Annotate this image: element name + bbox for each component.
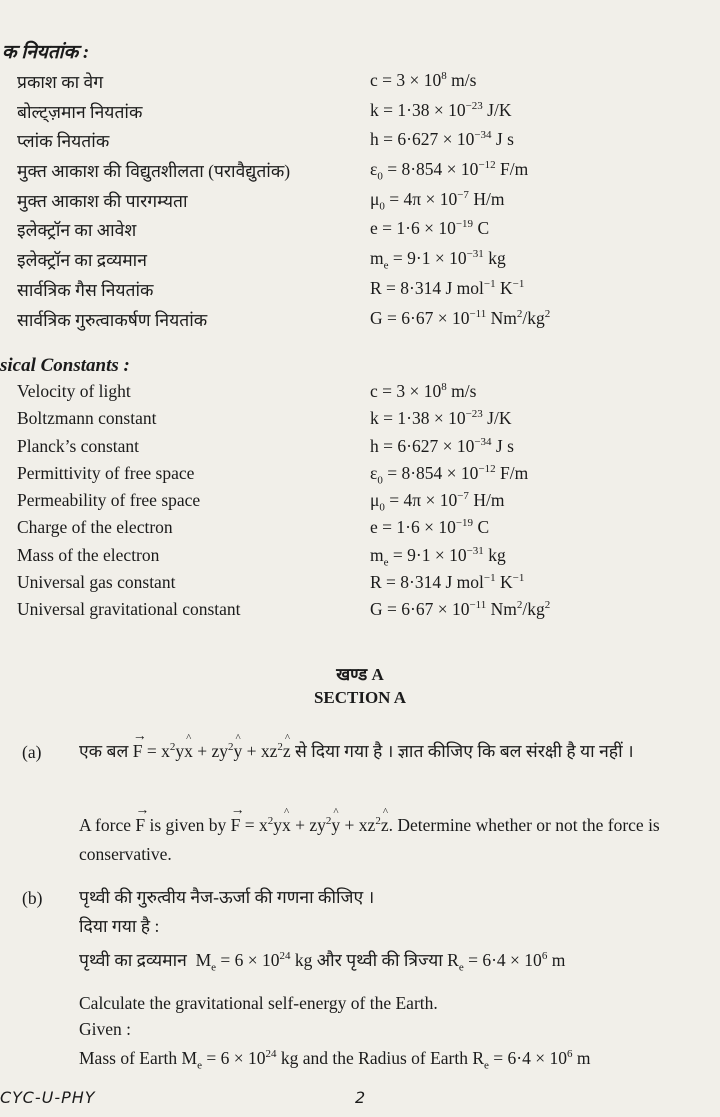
constant-name: Velocity of light bbox=[17, 381, 131, 401]
constant-name: Permittivity of free space bbox=[17, 462, 195, 483]
constant-row bbox=[0, 159, 720, 189]
constant-value: $k = 1\cdot 38 \times 10^{-23}$ J/K bbox=[370, 99, 512, 120]
constant-value: $e = 1\cdot 6 \times 10^{-19}$ C bbox=[370, 218, 490, 239]
constant-row bbox=[0, 278, 720, 308]
constant-row bbox=[0, 129, 720, 159]
constant-value: $\mu_0 = 4\pi \times 10^{-7}$ H/m bbox=[370, 188, 505, 213]
constant-value: R = 8·314 J mol$^{-1}$ $K^{-1}$ bbox=[370, 572, 525, 593]
question-a-english: A force → F is given by → $F = x^2y\^{}$ $x + zy^2\^{}$ $y + xz^2\^{}$ z. Determine whether or not the force is conservative. bbox=[79, 811, 719, 869]
constants-heading-english: sical Constants : bbox=[0, 355, 130, 376]
constant-row bbox=[0, 517, 720, 544]
constant-value: $m_e = 9\cdot 1 \times 10^{-31}$ kg bbox=[370, 544, 506, 569]
constant-name: इलेक्ट्रॉन का आवेश bbox=[17, 220, 137, 241]
constant-value: $m_e = 9\cdot 1 \times 10^{-31}$ kg bbox=[370, 248, 506, 272]
constant-name: प्लांक नियतांक bbox=[17, 131, 110, 152]
constant-value: $\mu_0 = 4\pi \times 10^{-7}$ H/m bbox=[370, 490, 505, 514]
constant-name: बोल्ट्ज़मान नियतांक bbox=[17, 101, 143, 122]
constants-heading-hindi: क नियतांक : bbox=[2, 42, 90, 63]
constant-value: $c = 3 \times 10^8$ m/s bbox=[370, 381, 477, 401]
footer-paper-code: CYC-U-PHY bbox=[0, 1088, 96, 1107]
constant-name: मुक्त आकाश की पारगम्यता bbox=[17, 190, 188, 211]
section-title-hindi: खण्ड A bbox=[336, 665, 384, 684]
question-b-english-given: Given : bbox=[79, 1019, 132, 1039]
question-b-english-line1: Calculate the gravitational self-energy of the Earth. bbox=[79, 993, 438, 1013]
constant-name: Boltzmann constant bbox=[17, 408, 157, 429]
constant-row bbox=[0, 572, 720, 599]
constant-value: R = 8·314 J mol$^{-1}$ $K^{-1}$ bbox=[370, 277, 525, 298]
constant-row bbox=[0, 490, 720, 517]
constant-row bbox=[0, 436, 720, 463]
constant-row bbox=[0, 218, 720, 248]
constant-name: Permeability of free space bbox=[17, 490, 201, 511]
constant-name: सार्वत्रिक गैस नियतांक bbox=[17, 279, 154, 300]
constant-row bbox=[0, 545, 720, 572]
constant-name: प्रकाश का वेग bbox=[17, 72, 104, 92]
constant-name: Mass of the electron bbox=[17, 544, 160, 565]
question-b-label: (b) bbox=[22, 888, 43, 908]
footer-page-number: 2 bbox=[355, 1088, 366, 1107]
constant-value: $k = 1\cdot 38 \times 10^{-23}$ J/K bbox=[370, 408, 512, 429]
section-title-english: SECTION A bbox=[313, 688, 407, 707]
constant-row bbox=[0, 70, 720, 100]
constant-row bbox=[0, 248, 720, 278]
constant-row bbox=[0, 599, 720, 626]
constant-name: Universal gas constant bbox=[17, 572, 176, 593]
question-b-hindi-data: पृथ्वी का द्रव्यमान $M_e = 6 \times 10^{24}$ kg और पृथ्वी की त्रिज्या $R_e = 6\cdot 4 \times 10^6$ m bbox=[79, 950, 566, 974]
question-b-hindi-given: दिया गया है : bbox=[79, 916, 160, 936]
constant-row bbox=[0, 463, 720, 490]
constant-value: $c = 3 \times 10^8$ m/s bbox=[370, 70, 477, 90]
constant-value: $e = 1\cdot 6 \times 10^{-19}$ C bbox=[370, 517, 490, 538]
constant-name: Universal gravitational constant bbox=[17, 599, 241, 620]
constant-row bbox=[0, 100, 720, 130]
constant-name: सार्वत्रिक गुरुत्वाकर्षण नियतांक bbox=[17, 309, 208, 330]
constant-value: $\varepsilon_0 = 8\cdot 854 \times 10^{-12}$ F/m bbox=[370, 159, 529, 183]
question-b-hindi-line1: पृथ्वी की गुरुत्वीय नैज-ऊर्जा की गणना कीजिए । bbox=[79, 887, 375, 907]
question-a-hindi: एक बल → $F = x^2y\^{}$ $x + zy^2\^{}$ $y + xz^2\^{}$ z से दिया गया है । ज्ञात कीजिए कि बल संरक्षी है या नहीं । bbox=[79, 737, 719, 766]
question-a-label: (a) bbox=[22, 742, 42, 762]
constant-row bbox=[0, 308, 720, 338]
constant-row bbox=[0, 189, 720, 219]
constant-name: Planck’s constant bbox=[17, 435, 139, 456]
constant-value: $G = 6\cdot 67 \times 10^{-11}$ $Nm^2/kg^2$ bbox=[370, 307, 551, 328]
constant-name: मुक्त आकाश की विद्युतशीलता (परावैद्युतांक) bbox=[17, 161, 291, 182]
constants-list-hindi bbox=[0, 70, 720, 337]
constant-row bbox=[0, 381, 720, 408]
constant-value: $G = 6\cdot 67 \times 10^{-11}$ $Nm^2/kg^2$ bbox=[370, 599, 551, 620]
constant-value: $\varepsilon_0 = 8\cdot 854 \times 10^{-12}$ F/m bbox=[370, 462, 529, 487]
constant-name: इलेक्ट्रॉन का द्रव्यमान bbox=[17, 250, 147, 271]
constant-name: Charge of the electron bbox=[17, 517, 173, 538]
constants-list-english bbox=[0, 381, 720, 627]
constant-value: $h = 6\cdot 627 \times 10^{-34}$ J s bbox=[370, 435, 514, 456]
constant-row bbox=[0, 408, 720, 435]
constant-value: $h = 6\cdot 627 \times 10^{-34}$ J s bbox=[370, 129, 514, 150]
question-b-english-data: Mass of Earth $M_e = 6 \times 10^{24}$ kg and the Radius of Earth $R_e = 6\cdot 4 \times 10^6$ m bbox=[79, 1048, 591, 1072]
